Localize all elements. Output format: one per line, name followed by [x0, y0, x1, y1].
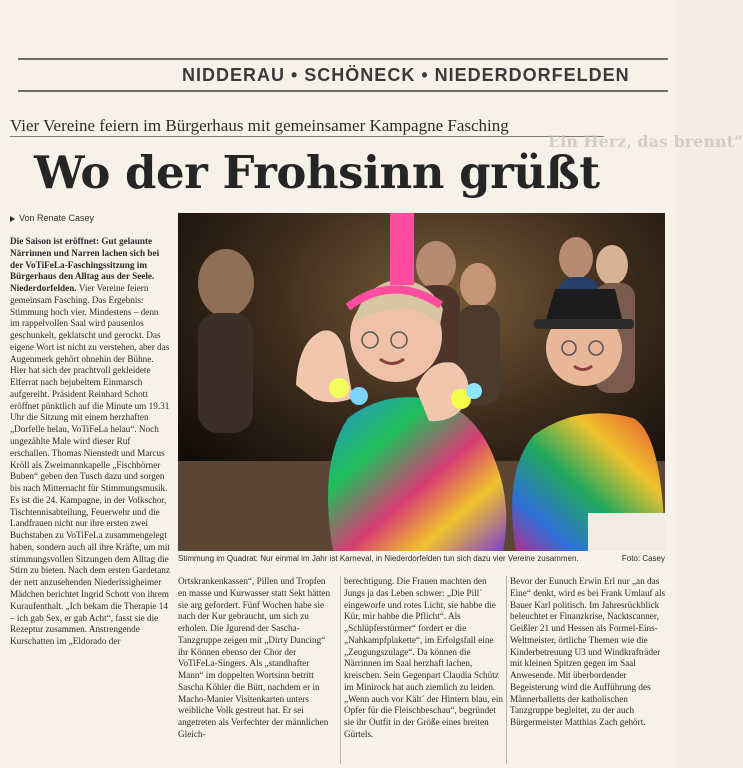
left-column: [10, 236, 170, 648]
carnival-photo: [178, 213, 665, 551]
column-4: [510, 576, 667, 729]
caption-text: Stimmung im Quadrat: Nur einmal im Jahr ist Karneval, in Niederdorfelden tun sich dazu vier Vereine zusammen.: [178, 554, 579, 563]
column-divider: [506, 576, 507, 764]
photo-credit: Foto: Casey: [621, 554, 665, 563]
byline: Von Renate Casey: [10, 213, 94, 223]
body-text: Vier Vereine feiern gemeinsam Fasching. Das Ergebnis: Stimmung hoch vier. Mindestens – denn im rappelvollen Saal wird pausenlos geschunkelt, geklatscht und gerockt. Das eigene Wort ist nicht zu verstehen, aber das Augenmerk gehört ohnehin der Bühne. Hier hat sich der prachtvoll gekleidete Elferrat nach bejubeltem Einmarsch aufgereiht. Präsident Reinhard Schott eröffnet pünktlich auf die Minute um 19.31 Uhr die Sitzung mit einem herzhaften „Dorfelle helau, VoTiFeLa helau“. Noch ungezählte Male wird dieser Ruf erschallen. Thomas Nienstedt und Marcus Kröll als Zweimannkapelle „Fischbörner Buben“ geben den Tusch dazu und sorgen bis nach Mitternacht für Stimmungsmusik. Es ist die 24. Kampagne, in der Volkschor, Tischtennisabteilung, Feuerwehr und die Landfrauen nicht nur ihre ersten zwei Buchstaben zu VoTiFeLa zusammengelegt haben, sondern auch all ihre Kräfte, um mit stimmungsvollen Sitzungen dem Alltag die Stirn zu bieten. Nach dem ersten Gardetanz der nett anzusehenden Niederissigheimer Mädchen berichtet Ingrid Schott von ihrem Kuraufenthalt. „Ich bekam die Therapie 14 – ich gab Sex, er gab Acht“, fasst sie die Rezeptur zusammen. Anstrengende Kurschatten im „Eldorado der: [10, 283, 170, 647]
section-header: NIDDERAU • SCHÖNECK • NIEDERDORFELDEN: [182, 65, 630, 85]
body-text: berechtigung. Die Frauen machten den Jungs ja das Leben schwer: „Die Pill´ eingeworfe und rotes Licht, sie habbe die Kür, mir habbe die Pflicht“. Als „Schlüpferstürmer“ fordert er die „Nahkampfplakette“, im Erfolgsfall eine „Zeugungszulage“. Da können die Närrinnen im Saal herzhaft lachen, kreischen. Sein Gegenpart Claudia Schütz im Minirock hat auch ziemlich zu leiden. „Wenn auch vor Kält´ der Hintern blau, ein Opfer für die Fleischbeschau“, begründet sie ihr Outfit in der Größe eines breiten Gürtels.: [344, 576, 503, 739]
photo-caption: [178, 554, 665, 563]
column-divider: [340, 576, 341, 764]
body-text: Bevor der Eunuch Erwin Erl nur „an das Eine“ denkt, wird es bei Frank Umlauf als Bauer Karl politisch. Im Jahresrückblick beleuchtet er Finanzkrise, Nacktscanner, Geißler 21 und Hessen als Formel-Eins-Weltmeister, örtliche Themen wie die Kinderbetreuung U3 und Windkrafträder mit kleinen Spitzen gegen im Saal Anwesende. Mit überbordender Begeisterung wird die Aufführung des Männerballetts der katholischen Tanzgruppe begleitet, zu der auch Bürgermeister Matthias Zach gehört.: [510, 576, 666, 728]
lead-paragraph: Die Saison ist eröffnet: Gut gelaunte Närrinnen und Narren lachen sich bei der VoTiFeLa-Faschingssitzung im Bürgerhaus den Alltag aus der Seele.: [10, 236, 160, 282]
kicker: Vier Vereine feiern im Bürgerhaus mit gemeinsamer Kampagne Fasching: [10, 116, 509, 135]
section-strip: [18, 58, 668, 92]
photo-illustration: [178, 213, 665, 551]
headline: Wo der Frohsinn grüßt: [34, 146, 600, 199]
column-2: [178, 576, 336, 741]
body-text: Ortskrankenkassen“, Pillen und Tropfen en masse und Kurwasser statt Sekt hätten sie arg gefordert. Fünf Wochen habe sie nach der Kur gebraucht, um sich zu erholen. Die Jgurend der Sascha-Tanzgruppe zeigen mit „Dirty Dancing“ ihr Können ebenso der Chor der VoTiFeLa-Singers. Als „standhafter Mann“ im doppelten Wortsinn betritt Sascha Köhler die Bütt, nachdem er in Macho-Manier Visitenkarten unters weibliche Volk gestreut hat. Er sei angetreten als Verfechter der männlichen Gleich-: [178, 576, 331, 739]
dateline: Niederdorfelden.: [10, 283, 77, 294]
show-through-text: Ein Herz, das brennt“: [548, 132, 743, 151]
column-3: [344, 576, 503, 741]
kicker-rule: [10, 136, 604, 137]
